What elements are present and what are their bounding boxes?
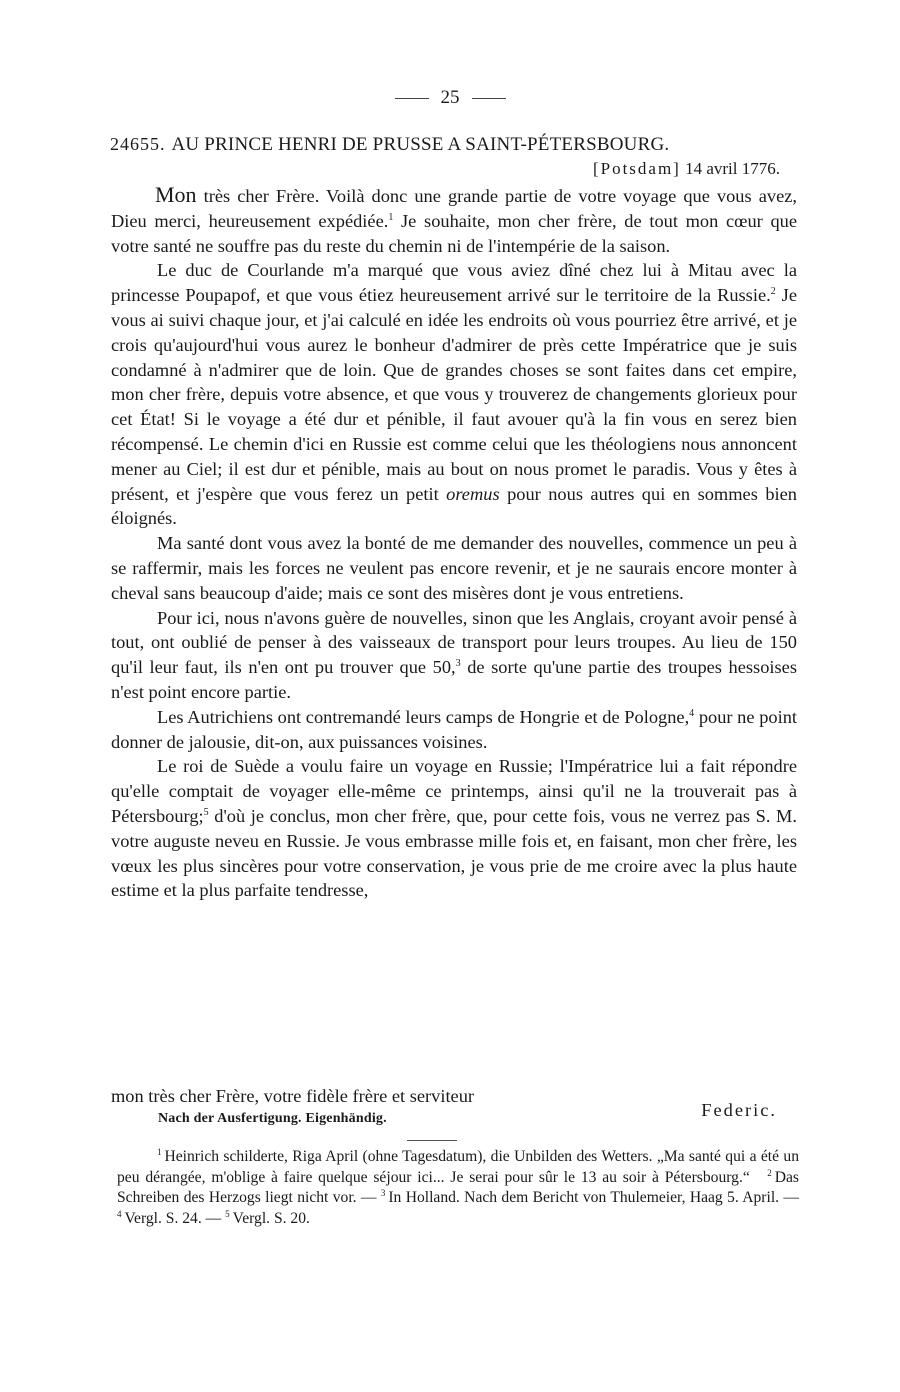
letter-title: AU PRINCE HENRI DE PRUSSE A SAINT-PÉTERSBOURG.	[171, 134, 670, 155]
page-number	[0, 86, 900, 110]
paragraph-4	[111, 606, 797, 705]
footnote-divider	[407, 1140, 457, 1141]
paragraph-3: Ma santé dont vous avez la bonté de me demander des nouvelles, commence un peu à se raffermir, mais les forces ne veulent pas encore revenir, et je ne saurais encore monter à cheval sans beaucoup d'aide; mais ce sont des misères dont je vous entretiens.	[111, 533, 797, 603]
footnote-1: Heinrich schilderte, Riga April (ohne Tagesdatum), die Unbilden des Wetters. „Ma santé qui a été un peu dérangée, m'oblige à faire quelque séjour ici... Je serai pour sûr le 13 au soir à Pétersbourg.“	[117, 1148, 799, 1186]
source-note: Nach der Ausfertigung. Eigenhändig.	[158, 1111, 387, 1126]
dateline	[593, 158, 780, 180]
paragraph-2-text-b: Je vous ai suivi chaque jour, et j'ai calculé en idée les endroits où vous pourriez être arrivé, et je crois qu'aujourd'hui vous aurez le bonheur d'admirer de près cette Impératrice que je suis condamné à n'admirer que de loin. Que de grandes choses se sont faites dans cet empire, mon cher frère, depuis votre absence, et que vous y trouverez de changements glorieux pour cet État! Si le voyage a été dur et pénible, il faut avouer qu'à la fin vous en serez bien récompensé. Le chemin d'ici en Russie est comme celui que les théologiens nous annoncent mener au Ciel; il est dur et pénible, mais au bout on nous promet le paradis. Vous y êtes à présent, et j'espère que vous ferez un petit	[111, 285, 798, 504]
footnote-block	[117, 1147, 799, 1229]
paragraph-4-text-b: de sorte qu'une partie des troupes hessoises n'est point encore partie.	[111, 657, 797, 702]
paragraph-6	[111, 754, 797, 903]
opening-word: Mon	[155, 182, 197, 207]
paragraph-2-text-c: pour nous autres qui en sommes bien éloignés.	[111, 483, 797, 529]
footnote-3: In Holland. Nach dem Bericht von Thulemeier, Haag 5. April. —	[388, 1189, 799, 1207]
page-number-text: 25	[440, 87, 460, 108]
italic-oremus: oremus	[446, 483, 500, 504]
page-number-rule-right	[472, 98, 506, 99]
footnote-4: Vergl. S. 24. —	[124, 1209, 222, 1227]
footnote-ref-1: 1	[388, 211, 394, 223]
paragraph-1-text-b: Je souhaite, mon cher frère, de tout mon cœur que votre santé ne souffre pas du reste du chemin ni de l'intempérie de la saison.	[111, 210, 798, 256]
signature: Federic.	[701, 1100, 777, 1120]
dateline-place: [Potsdam]	[592, 159, 681, 178]
paragraph-5	[111, 705, 797, 755]
paragraph-6-text-b: d'où je conclus, mon cher frère, que, pour cette fois, vous ne verrez pas S. M. votre auguste neveu en Russie. Je vous embrasse mille fois et, en faisant, mon cher frère, les vœux les plus sincères pour votre conservation, je vous prie de me croire avec la plus haute estime et la plus parfaite tendresse,	[111, 805, 797, 901]
footnote-ref-5: 5	[203, 806, 209, 818]
footnote-5: Vergl. S. 20.	[232, 1209, 310, 1227]
footnote-2: Das Schreiben des Herzogs liegt nicht vor. —	[117, 1168, 799, 1207]
paragraph-5-text-b: pour ne point donner de jalousie, dit-on, aux puissances voisines.	[111, 706, 797, 752]
page-number-rule-left	[395, 98, 429, 99]
letter-heading	[110, 132, 800, 157]
paragraph-1	[111, 183, 797, 258]
footnote-mark-4: 4	[117, 1208, 122, 1219]
footnote-mark-5: 5	[225, 1208, 230, 1219]
letter-number: 24655.	[110, 134, 166, 154]
paragraph-5-text-a: Les Autrichiens ont contremandé leurs camps de Hongrie et de Pologne,	[157, 706, 690, 727]
paragraph-6-text-a: Le roi de Suède a voulu faire un voyage en Russie; l'Impératrice lui a fait répondre qu'elle comptait de voyager elle-même ce printemps, ainsi qu'il ne la trouverait pas à Pétersbourg;	[111, 756, 797, 826]
paragraph-2-text-a: Le duc de Courlande m'a marqué que vous aviez dîné chez lui à Mitau avec la princesse Poupapof, et que vous étiez heureusement arrivé sur le territoire de la Russie.	[111, 260, 797, 306]
footnote-mark-1: 1	[157, 1147, 162, 1157]
paragraph-2	[111, 258, 797, 531]
footnote-mark-2: 2	[767, 1167, 772, 1178]
closing-formula: mon très cher Frère, votre fidèle frère et serviteur	[111, 1086, 475, 1106]
dateline-date: 14 avril 1776.	[685, 159, 780, 178]
footnote-ref-4: 4	[689, 707, 695, 719]
footnote-ref-3: 3	[455, 658, 461, 670]
paragraph-1-text-a: très cher Frère. Voilà donc une grande partie de votre voyage que vous avez, Dieu merci, heureusement expédiée.	[111, 186, 797, 231]
footnotes	[117, 1147, 799, 1229]
footnote-mark-3: 3	[380, 1188, 386, 1199]
footnote-ref-2: 2	[770, 286, 776, 298]
paragraph-4-text-a: Pour ici, nous n'avons guère de nouvelles, sinon que les Anglais, croyant avoir pensé à tout, ont oublié de penser à des vaisseaux de transport pour leurs troupes. Au lieu de 150 qu'il leur faut, ils n'en ont pu trouver que 50,	[111, 607, 797, 678]
letter-body	[111, 183, 797, 903]
